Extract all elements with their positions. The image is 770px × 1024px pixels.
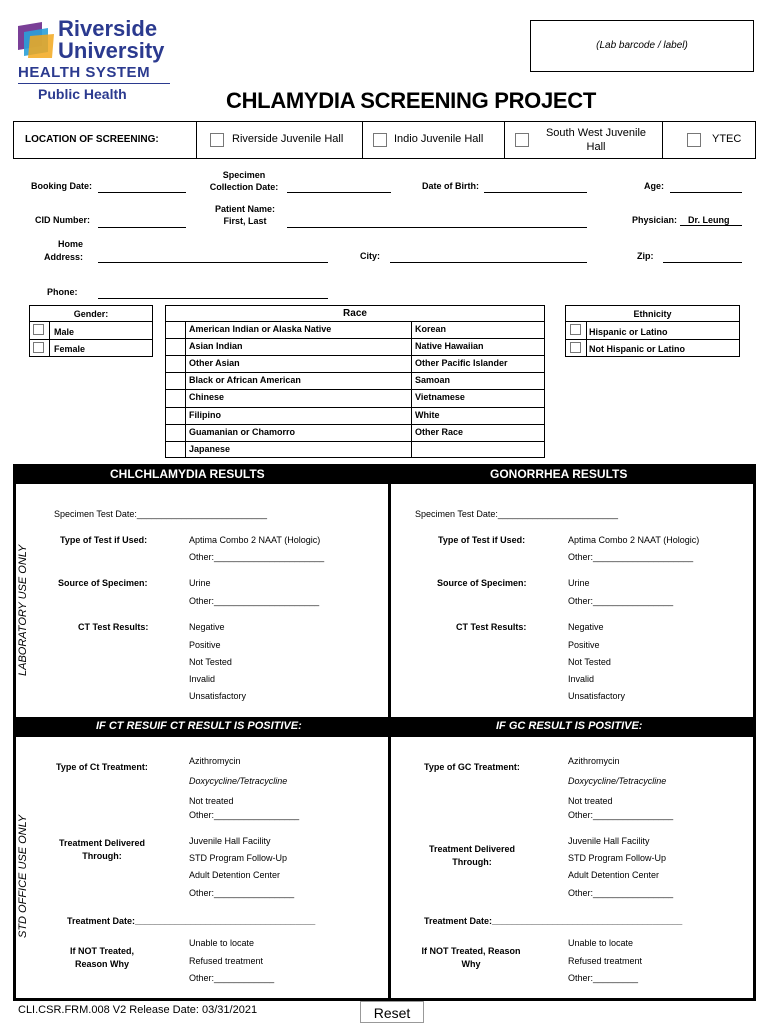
divider [165, 355, 545, 356]
gc-type-of-test-label: Type of Test if Used: [438, 535, 526, 545]
cid-number-field[interactable] [98, 227, 186, 228]
ethnicity-header: Ethnicity [633, 309, 672, 319]
gc-positive-header: IF GC RESULT IS POSITIVE: [496, 720, 643, 732]
ct-positive-header: IF CT RESUIF CT RESULT IS POSITIVE: [96, 720, 302, 732]
race-option[interactable]: Other Pacific Islander [415, 358, 508, 369]
checkbox-south-west-juvenile-hall[interactable] [515, 133, 529, 147]
form-id: CLI.CSR.FRM.008 V2 Release Date: 03/31/2021 [18, 1004, 258, 1016]
home-address-label: Home Address: [44, 239, 84, 262]
age-label: Age: [644, 181, 664, 191]
logo-divider [18, 83, 170, 84]
gc-treatment-option[interactable]: Not treated [568, 796, 613, 806]
ct-treatment-option[interactable]: Other:_________________ [189, 810, 300, 820]
race-option[interactable]: Guamanian or Chamorro [189, 426, 296, 437]
gc-result-option[interactable]: Positive [568, 640, 600, 650]
gc-treatment-option[interactable]: Other:________________ [568, 810, 674, 820]
race-option[interactable]: Japanese [189, 443, 231, 454]
ct-treatment-option[interactable]: Refused treatment [189, 956, 264, 966]
ct-aptima-option[interactable]: Aptima Combo 2 NAAT (Hologic) [189, 535, 321, 545]
ct-result-option[interactable]: Invalid [189, 674, 216, 684]
option-ytec: YTEC [712, 133, 742, 145]
checkbox-female[interactable] [33, 342, 44, 353]
divider [29, 321, 153, 322]
cid-number-label: CID Number: [35, 215, 91, 225]
ct-treatment-option[interactable]: Other:________________ [189, 888, 295, 898]
logo-text-public-health: Public Health [38, 86, 127, 102]
location-label: LOCATION OF SCREENING: [25, 134, 159, 145]
divider [586, 321, 587, 357]
home-address-field[interactable] [98, 262, 328, 263]
gc-source-label: Source of Specimen: [437, 578, 527, 588]
gc-urine-option[interactable]: Urine [568, 578, 590, 588]
race-option[interactable]: Chinese [189, 392, 225, 403]
ct-specimen-test-date[interactable]: Specimen Test Date:__________________________ [54, 509, 268, 519]
ct-treatment-option[interactable]: STD Program Follow-Up [189, 853, 288, 863]
gc-results-header: GONORRHEA RESULTS [490, 467, 628, 481]
divider [49, 321, 50, 357]
race-option[interactable]: Vietnamese [415, 392, 465, 403]
city-label: City: [360, 251, 380, 261]
phone-label: Phone: [47, 287, 78, 297]
reset-button[interactable]: Reset [360, 1001, 424, 1023]
race-option[interactable]: American Indian or Alaska Native [189, 324, 332, 334]
ct-urine-option[interactable]: Urine [189, 578, 211, 588]
gc-treatment-type-label: Type of GC Treatment: [424, 762, 520, 772]
gc-treatment-option[interactable]: STD Program Follow-Up [568, 853, 667, 863]
divider [388, 484, 391, 719]
race-option[interactable]: White [415, 409, 440, 420]
ethnicity-not-hispanic: Not Hispanic or Latino [589, 344, 686, 354]
ct-result-option[interactable]: Not Tested [189, 657, 232, 667]
gc-result-option[interactable]: Invalid [568, 674, 595, 684]
option-south-west-juvenile-hall: South West Juvenile Hall [545, 127, 647, 153]
physician-field[interactable]: Dr. Leung [680, 215, 742, 226]
race-option[interactable]: Asian Indian [189, 341, 243, 352]
gc-treatment-option[interactable]: Juvenile Hall Facility [568, 836, 650, 846]
ct-treatment-option[interactable]: Doxycycline/Tetracycline [189, 776, 288, 786]
specimen-collection-date-field[interactable] [287, 192, 391, 193]
ct-treatment-option[interactable]: Azithromycin [189, 756, 241, 766]
physician-label: Physician: [632, 215, 678, 225]
ct-treatment-option[interactable]: Adult Detention Center [189, 870, 281, 880]
divider [29, 339, 153, 340]
divider [165, 424, 545, 425]
race-option[interactable]: Black or African American [189, 375, 301, 386]
ethnicity-hispanic: Hispanic or Latino [589, 327, 668, 337]
ct-treatment-date[interactable]: Treatment Date:____________________________________ [67, 916, 316, 926]
divider [165, 321, 545, 322]
checkbox-hispanic[interactable] [570, 324, 581, 335]
gc-delivered-label: Treatment Delivered Through: [428, 844, 516, 867]
city-field[interactable] [390, 262, 587, 263]
ct-source-other[interactable]: Other:_____________________ [189, 596, 320, 606]
ct-result-option[interactable]: Negative [189, 622, 225, 632]
gc-not-treated-label: If NOT Treated, Reason Why [421, 946, 521, 969]
ct-treatment-option[interactable]: Not treated [189, 796, 234, 806]
checkbox-male[interactable] [33, 324, 44, 335]
gc-treatment-option[interactable]: Doxycycline/Tetracycline [568, 776, 667, 786]
page-title: CHLAMYDIA SCREENING PROJECT [226, 88, 597, 113]
logo-text-university: University [58, 38, 165, 63]
ct-result-option[interactable]: Unsatisfactory [189, 691, 247, 701]
gc-result-option[interactable]: Negative [568, 622, 604, 632]
std-office-use-only-label: STD OFFICE USE ONLY [17, 814, 29, 938]
gender-male: Male [54, 327, 75, 337]
laboratory-use-only-label: LABORATORY USE ONLY [17, 544, 29, 676]
divider [362, 121, 363, 159]
divider [13, 484, 16, 719]
ct-results-header: CHLCHLAMYDIA RESULTS [110, 467, 265, 481]
checkbox-riverside-juvenile-hall[interactable] [210, 133, 224, 147]
divider [753, 484, 756, 719]
gc-result-option[interactable]: Not Tested [568, 657, 611, 667]
gc-test-other[interactable]: Other:____________________ [568, 552, 694, 562]
ct-treatment-type-label: Type of Ct Treatment: [56, 762, 148, 772]
gc-treatment-option[interactable]: Azithromycin [568, 756, 620, 766]
ct-treatment-option[interactable]: Juvenile Hall Facility [189, 836, 271, 846]
divider [13, 737, 16, 1001]
race-option[interactable]: Other Race [415, 426, 464, 437]
logo-text-riverside: Riverside [58, 16, 158, 41]
phone-field[interactable] [98, 298, 328, 299]
ct-results-label: CT Test Results: [78, 622, 149, 632]
gc-treatment-option[interactable]: Other:_________ [568, 973, 639, 983]
divider [504, 121, 505, 159]
booking-date-field[interactable] [98, 192, 186, 193]
zip-label: Zip: [637, 251, 654, 261]
dob-field[interactable] [484, 192, 587, 193]
barcode-label: (Lab barcode / label) [596, 40, 688, 51]
gc-aptima-option[interactable]: Aptima Combo 2 NAAT (Hologic) [568, 535, 700, 545]
option-riverside-juvenile-hall: Riverside Juvenile Hall [232, 133, 344, 145]
race-option[interactable]: Samoan [415, 375, 451, 386]
checkbox-ytec[interactable] [687, 133, 701, 147]
ct-source-label: Source of Specimen: [58, 578, 148, 588]
divider [165, 372, 545, 373]
patient-name-field[interactable] [287, 227, 587, 228]
gc-treatment-option[interactable]: Other:________________ [568, 888, 674, 898]
logo-text-health-system: HEALTH SYSTEM [18, 64, 151, 81]
dob-label: Date of Birth: [422, 181, 479, 191]
checkbox-not-hispanic[interactable] [570, 342, 581, 353]
race-option[interactable]: Native Hawaiian [415, 341, 484, 352]
gc-source-other[interactable]: Other:________________ [568, 596, 674, 606]
divider [662, 121, 663, 159]
gc-treatment-option[interactable]: Refused treatment [568, 956, 643, 966]
divider [165, 407, 545, 408]
ct-type-of-test-label: Type of Test if Used: [60, 535, 148, 545]
logo-mark-icon [18, 22, 54, 58]
booking-date-label: Booking Date: [31, 181, 93, 191]
race-option[interactable]: Korean [415, 324, 447, 334]
divider [565, 339, 740, 340]
ct-delivered-label: Treatment Delivered Through: [58, 838, 146, 861]
ct-treatment-option[interactable]: Unable to locate [189, 938, 255, 948]
divider [388, 737, 391, 1001]
divider [165, 389, 545, 390]
age-field[interactable] [670, 192, 742, 193]
ct-treatment-option[interactable]: Other:____________ [189, 973, 275, 983]
race-header: Race [343, 308, 367, 319]
gc-results-label: CT Test Results: [456, 622, 527, 632]
divider [165, 338, 545, 339]
gender-header: Gender: [73, 309, 109, 319]
divider [165, 441, 545, 442]
lab-barcode-box [530, 20, 754, 72]
race-option[interactable]: Filipino [189, 409, 221, 420]
ct-result-option[interactable]: Positive [189, 640, 221, 650]
gc-treatment-option[interactable]: Unable to locate [568, 938, 634, 948]
divider [196, 121, 197, 159]
ct-not-treated-label: If NOT Treated, Reason Why [69, 946, 134, 969]
checkbox-indio-juvenile-hall[interactable] [373, 133, 387, 147]
gc-specimen-test-date[interactable]: Specimen Test Date:________________________ [415, 509, 619, 519]
specimen-collection-date-label: Specimen Collection Date: [209, 170, 279, 192]
gender-female: Female [54, 344, 86, 354]
zip-field[interactable] [663, 262, 742, 263]
race-option[interactable]: Other Asian [189, 358, 240, 369]
gc-result-option[interactable]: Unsatisfactory [568, 691, 626, 701]
divider [565, 321, 740, 322]
gc-treatment-option[interactable]: Adult Detention Center [568, 870, 660, 880]
option-indio-juvenile-hall: Indio Juvenile Hall [394, 133, 484, 145]
gc-treatment-date[interactable]: Treatment Date:______________________________________ [424, 916, 683, 926]
patient-name-label: Patient Name: First, Last [214, 204, 276, 226]
ct-test-other[interactable]: Other:______________________ [189, 552, 325, 562]
divider [753, 737, 756, 1001]
